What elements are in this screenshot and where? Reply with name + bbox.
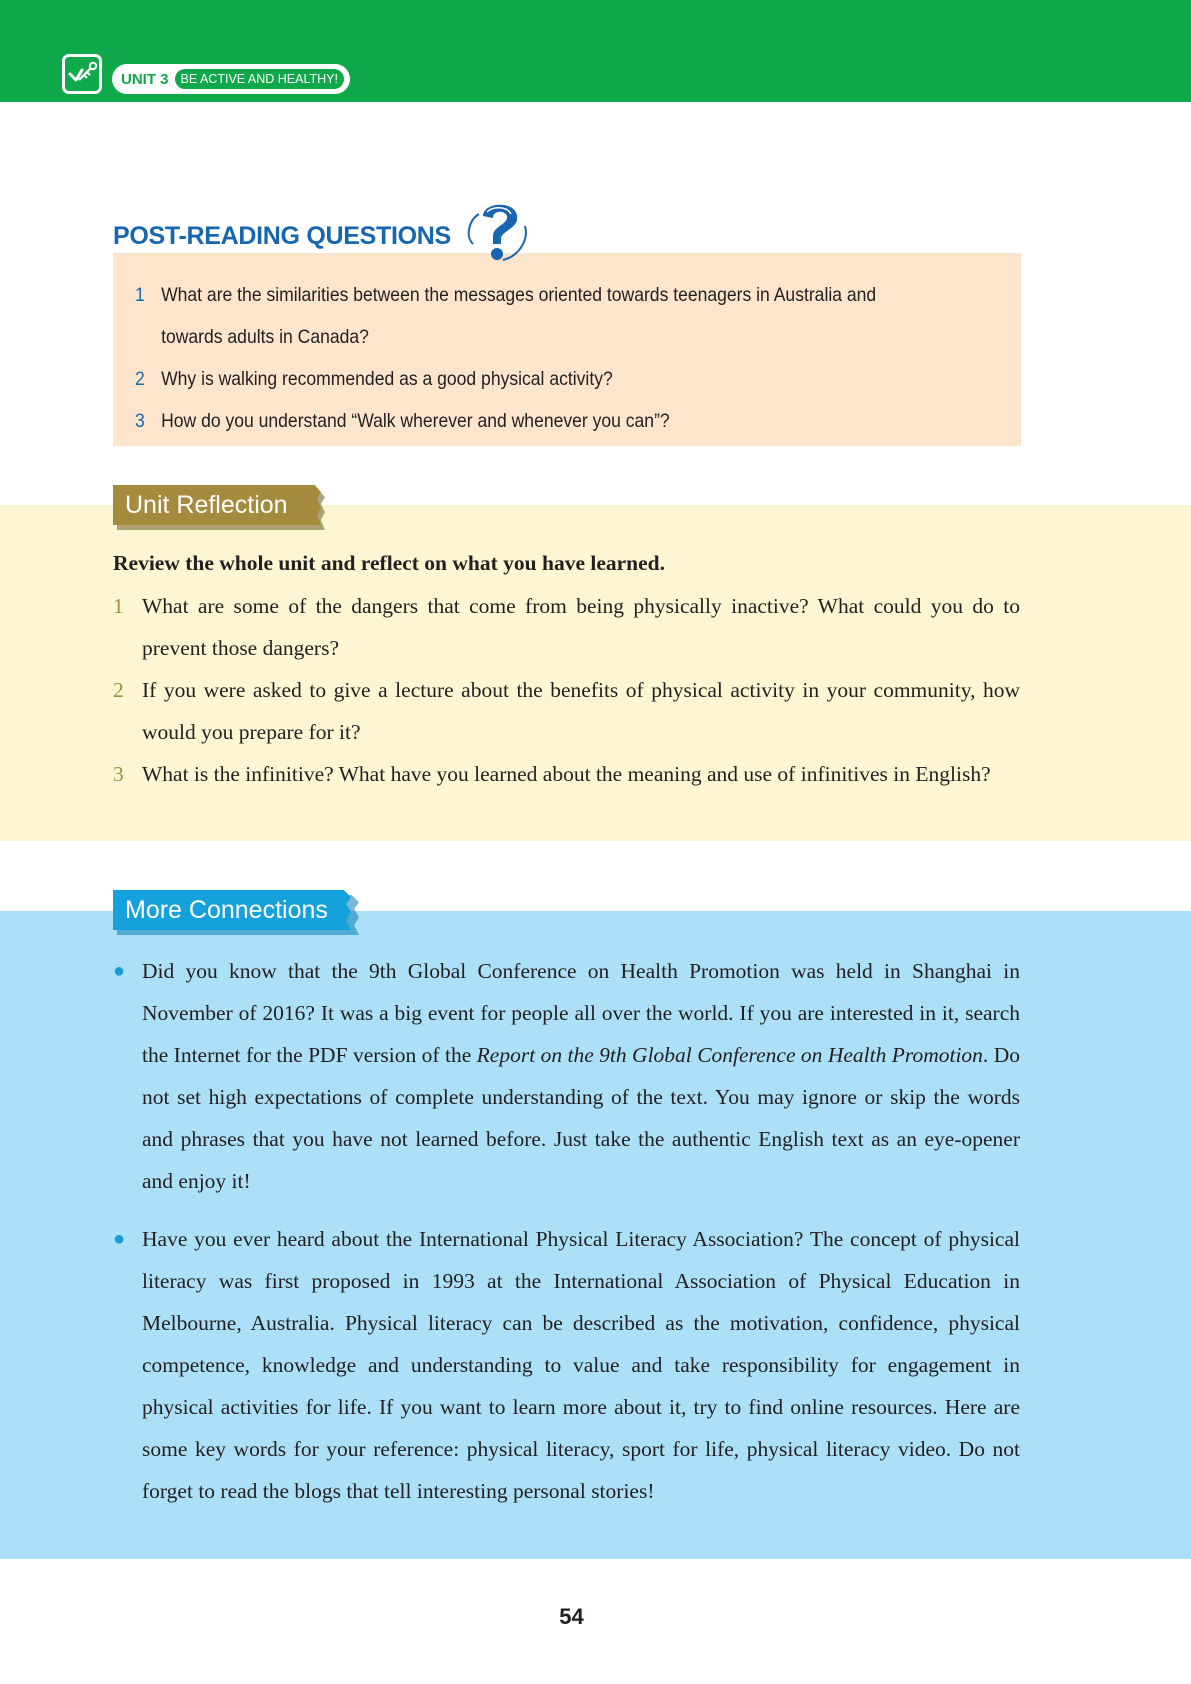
reflection-text: What is the infinitive? What have you learned about the meaning and use of infinitives in English? xyxy=(142,762,991,786)
post-reading-question xyxy=(135,274,876,316)
post-reading-heading: POST-READING QUESTIONS xyxy=(113,222,451,250)
question-number: 1 xyxy=(135,284,145,306)
bullet: ● xyxy=(113,1228,126,1250)
reflection-item xyxy=(113,753,1020,795)
reflection-item xyxy=(113,585,1020,669)
connection-paragraph xyxy=(113,1218,1020,1512)
reflection-number: 3 xyxy=(113,762,124,786)
text-run: . Do not set high expectations of complete understanding of the text. You may ignore or skip the words and phrases that you have not learned before. Just take the authentic English text as an eye-opener and enjoy it! xyxy=(142,1043,1020,1193)
reflection-text: What are some of the dangers that come from being physically inactive? What could you do to prevent those dangers? xyxy=(142,594,1020,660)
page-number: 54 xyxy=(559,1604,584,1629)
post-reading-question xyxy=(135,358,613,400)
unit-reflection-title: Unit Reflection xyxy=(125,491,288,519)
unit-tag xyxy=(112,64,350,94)
question-mark-icon xyxy=(463,196,533,271)
question-text: Why is walking recommended as a good physical activity? xyxy=(161,368,613,390)
post-reading-question xyxy=(135,400,670,442)
question-text: towards adults in Canada? xyxy=(161,326,369,348)
question-text: What are the similarities between the messages oriented towards teenagers in Australia and xyxy=(161,284,877,306)
key-checkmark-icon xyxy=(62,54,102,94)
reflection-number: 2 xyxy=(113,678,124,702)
post-reading-question-continued xyxy=(135,316,369,358)
text-run: Did you know that the 9th Global Conference on Health Promotion was held in Shanghai in November of 2016? It was a big event for people all over the world. If you are interested in it, search the Internet for the PDF version of the xyxy=(142,959,1020,1067)
connection-paragraph xyxy=(113,950,1020,1202)
report-title: Report on the 9th Global Conference on Health Promotion xyxy=(476,1043,983,1067)
unit-reflection-instruction: Review the whole unit and reflect on what you have learned. xyxy=(113,551,666,575)
connection-text: Have you ever heard about the International Physical Literacy Association? The concept of physical literacy was first proposed in 1993 at the International Association of Physical Education in Melbourne, Australia. Physical literacy can be described as the motivation, confidence, physical competence, knowledge and understanding to value and take responsibility for engagement in physical activities for life. If you want to learn more about it, try to find online resources. Here are some key words for your reference: physical literacy, sport for life, physical literacy video. Do not forget to read the blogs that tell interesting personal stories! xyxy=(142,1227,1020,1503)
reflection-number: 1 xyxy=(113,594,124,618)
question-text: How do you understand “Walk wherever and whenever you can”? xyxy=(161,410,670,432)
question-number: 2 xyxy=(135,368,145,390)
question-number: 3 xyxy=(135,410,145,432)
connection-text xyxy=(142,950,1020,1202)
bullet: ● xyxy=(113,960,126,982)
unit-title: BE ACTIVE AND HEALTHY! xyxy=(175,69,344,89)
unit-label: UNIT 3 xyxy=(121,70,169,88)
reflection-item xyxy=(113,669,1020,753)
more-connections-title: More Connections xyxy=(125,896,328,924)
reflection-text: If you were asked to give a lecture about the benefits of physical activity in your community, how would you prepare for it? xyxy=(142,678,1020,744)
